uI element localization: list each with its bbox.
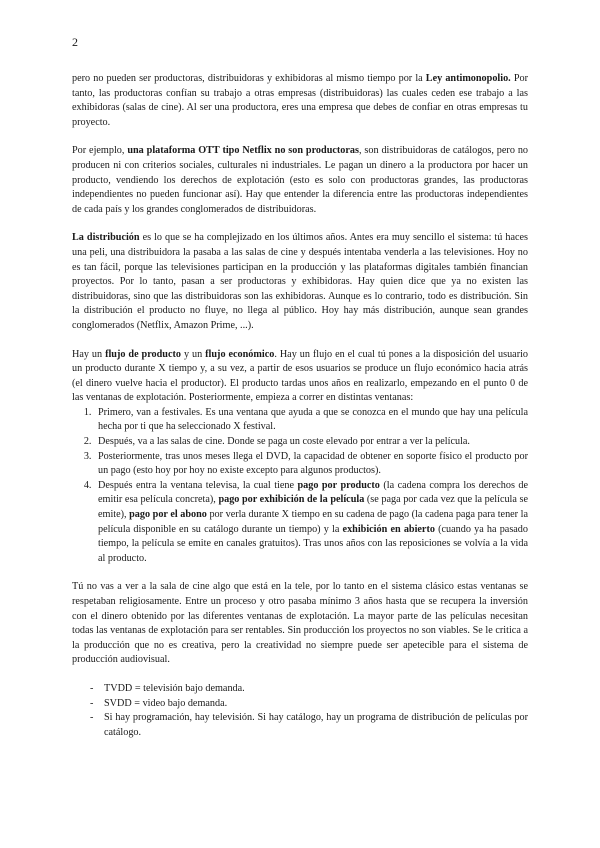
list-item: 4. Después entra la ventana televisa, la cual tiene pago por producto (la cadena compra los derechos de emitir esa película concreta), pago por exhibición de la película (se paga por cada vez que la película se emite), pago por el abono por verla durante X tiempo en su cadena de pago (la cadena paga para tener la película disponible en su catálogo durante un tiempo) y la exhibición en abierto (cuando ya ha pasado tiempo, la película se emite en canales gratuitos). Tras unos años con las reposiciones se volvía a la vida al producto. — [94, 479, 528, 567]
paragraph-flows: Hay un flujo de producto y un flujo económico. Hay un flujo en el cual tú pones a la disposición del usuario un producto durante X tiempo y, a su vez, a partir de esos usuarios se produce un flujo económico hacia atrás (el dinero vuelve hacia el productor). El producto tardas unos años en realizarlo, empezando en el punto 0 de las ventanas de explotación. Posteriormente, empieza a correr en distintas ventanas: — [72, 348, 529, 404]
list-item: - TVDD = televisión bajo demanda. — [72, 682, 528, 697]
list-item: 2. Después, va a las salas de cine. Donde se paga un coste elevado por entrar a ver la película. — [94, 435, 528, 450]
list-item: 3. Posteriormente, tras unos meses llega el DVD, la capacidad de obtener en soporte físico el producto por un pago (esto hoy por hoy no existe excepto para algunos productos). — [94, 450, 528, 479]
paragraph-law: pero no pueden ser productoras, distribuidoras y exhibidoras al mismo tiempo por la Ley antimonopolio. Por tanto, las productoras confían su trabajo a otras empresas (distribuidoras) las cuales ceden ese trabajo a las exhibidoras (salas de cine). Al ser una productora, eres una empresa que debes de confiar en otras empresas tu proyecto. — [72, 73, 528, 128]
page-number: 2 — [72, 35, 78, 49]
page-body — [72, 72, 528, 740]
paragraph-cinema: Tú no vas a ver a la sala de cine algo que está en la tele, por lo tanto en el sistema clásico estas ventanas se respetaban religiosamente. Entre un proceso y otro pasaba mínimo 3 años hasta que se recupera la inversión con el dinero obtenido por las diferentes ventanas de explotación. La mayor parte de las películas necesitan todas las ventanas de explotación para ser rentables. Sin producción los proyectos no son viables. Se le critica a la producción que no es creativa, pero la creatividad no siempre puede ser apetecible para el sistema de producción audiovisual. — [72, 581, 528, 666]
list-item: 1. Primero, van a festivales. Es una ventana que ayuda a que se conozca en el mundo que hay una película hecha por ti que ha seleccionado X festival. — [94, 406, 528, 435]
list-item: - SVDD = video bajo demanda. — [72, 697, 528, 712]
list-item: - Si hay programación, hay televisión. Si hay catálogo, hay un programa de distribución de películas por catálogo. — [72, 711, 528, 740]
windows-list — [72, 406, 528, 567]
dash-list — [72, 682, 528, 740]
paragraph-distribution: La distribución es lo que se ha complejizado en los últimos años. Antes era muy sencillo el sistema: tú haces una peli, una distribuidora la pasaba a las salas de cine y después intentaba venderla a las televisiones. Hoy no es tan fácil, porque las televisiones participan en la producción y las plataformas digitales también financian proyectos. Por lo tanto, pasan a ser productoras y exhibidoras. Hay quien dice que ya no existen las distribuidoras, sino que las distribuidoras son las exhibidoras. Aunque es lo contrario, todo es distribución. Sin la distribución el producto no fluye, no llega al público. Hoy hay más distribución, aunque sean grandes conglomerados (Netflix, Amazon Prime, ...). — [72, 232, 528, 331]
paragraph-ott: Por ejemplo, una plataforma OTT tipo Netflix no son productoras, son distribuidoras de catálogos, pero no producen ni con criterios sociales, culturales ni industriales. Le pagan un dinero a la productora por hacer un producto, vendiendo los derechos de explotación (esto es solo con productoras grandes, las productoras independientes no pueden funcionar así). Hay que entender la diferencia entre las productoras independientes de cada país y los grandes conglomerados de distribuidoras. — [72, 145, 529, 215]
